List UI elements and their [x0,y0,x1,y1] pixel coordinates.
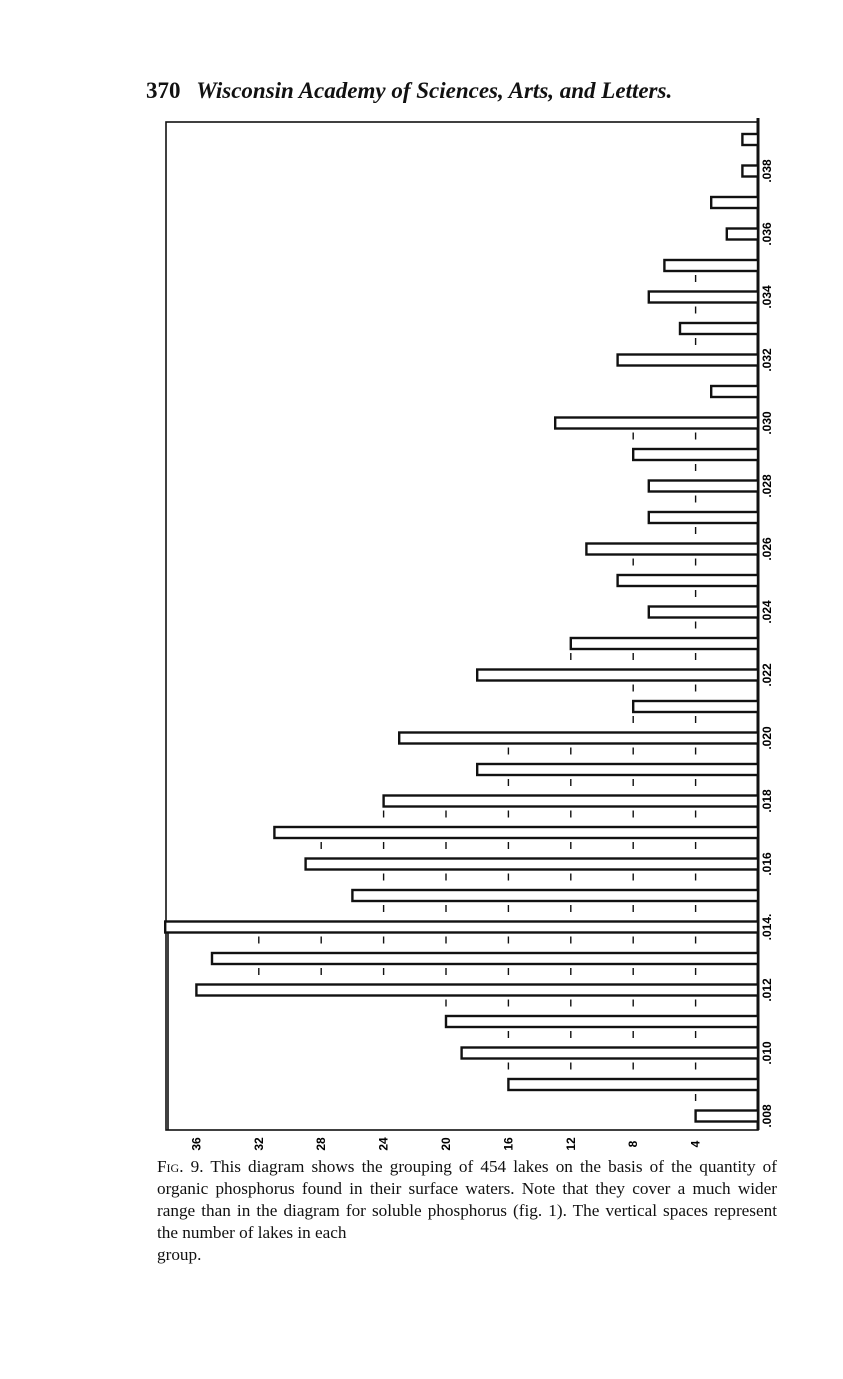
bar-0.015 [352,890,758,901]
category-tick-label: .018 [760,789,774,813]
bar-0.031 [711,386,758,397]
page-number: 370 [146,78,181,103]
value-tick-label: 24 [376,1137,391,1151]
bar-0.039 [742,134,758,145]
value-tick-label: 36 [189,1137,204,1151]
bar-0.035 [664,260,758,271]
bar-0.027 [649,512,758,523]
caption-text: This diagram shows the grouping of 454 lakes on the basis of the quantity of organic phosphorus found in their surface waters. Note that they cover a much wider range than in the diagram for soluble phosphorus (fig. 1). The vertical spaces represent the number of lakes in each [157,1157,777,1242]
bar-0.021 [633,701,758,712]
bar-0.013 [212,953,758,964]
bar-0.017 [274,827,758,838]
category-tick-label: .032 [760,348,774,372]
bar-0.009 [508,1079,758,1090]
bar-0.011 [446,1016,758,1027]
figure-caption [157,1156,777,1244]
bar-0.016 [306,859,758,870]
category-tick-label: .028 [760,474,774,498]
bar-0.012 [196,985,758,996]
category-tick-label: .036 [760,222,774,246]
bar-0.008 [696,1111,758,1122]
category-tick-label: .012 [760,978,774,1002]
bar-0.014 [165,922,758,933]
bar-0.019 [477,764,758,775]
bar-0.026 [586,544,758,555]
category-tick-label: .022 [760,663,774,687]
value-tick-label: 16 [501,1137,516,1151]
category-tick-label: .034 [760,285,774,309]
bar-0.024 [649,607,758,618]
bar-0.036 [727,229,758,240]
bar-0.010 [462,1048,758,1059]
bar-0.028 [649,481,758,492]
value-tick-label: 4 [688,1140,703,1148]
category-tick-label: .014. [760,913,774,941]
value-tick-label: 12 [563,1137,578,1151]
bar-0.034 [649,292,758,303]
bar-0.033 [680,323,758,334]
category-tick-label: .024 [760,600,774,624]
category-tick-label: .020 [760,726,774,750]
category-tick-label: .008 [760,1104,774,1128]
bar-0.023 [571,638,758,649]
bar-0.037 [711,197,758,208]
bar-0.029 [633,449,758,460]
bar-0.038 [742,166,758,177]
value-tick-label: 8 [626,1140,641,1148]
category-tick-label: .016 [760,852,774,876]
bar-0.032 [618,355,758,366]
value-tick-label: 32 [251,1137,266,1151]
category-tick-label: .026 [760,537,774,561]
chart-frame [166,122,758,1130]
bar-0.022 [477,670,758,681]
journal-title: Wisconsin Academy of Sciences, Arts, and Letters. [196,78,673,103]
category-tick-label: .030 [760,411,774,435]
value-tick-label: 20 [439,1137,453,1151]
bar-0.030 [555,418,758,429]
bar-0.020 [399,733,758,744]
bar-0.025 [618,575,758,586]
bar-0.018 [384,796,758,807]
caption-text-end: group. [157,1245,202,1264]
value-tick-label: 28 [314,1137,329,1151]
category-tick-label: .038 [760,159,774,183]
category-tick-label: .010 [760,1041,774,1065]
figure-label: Fig. 9. [157,1157,204,1176]
